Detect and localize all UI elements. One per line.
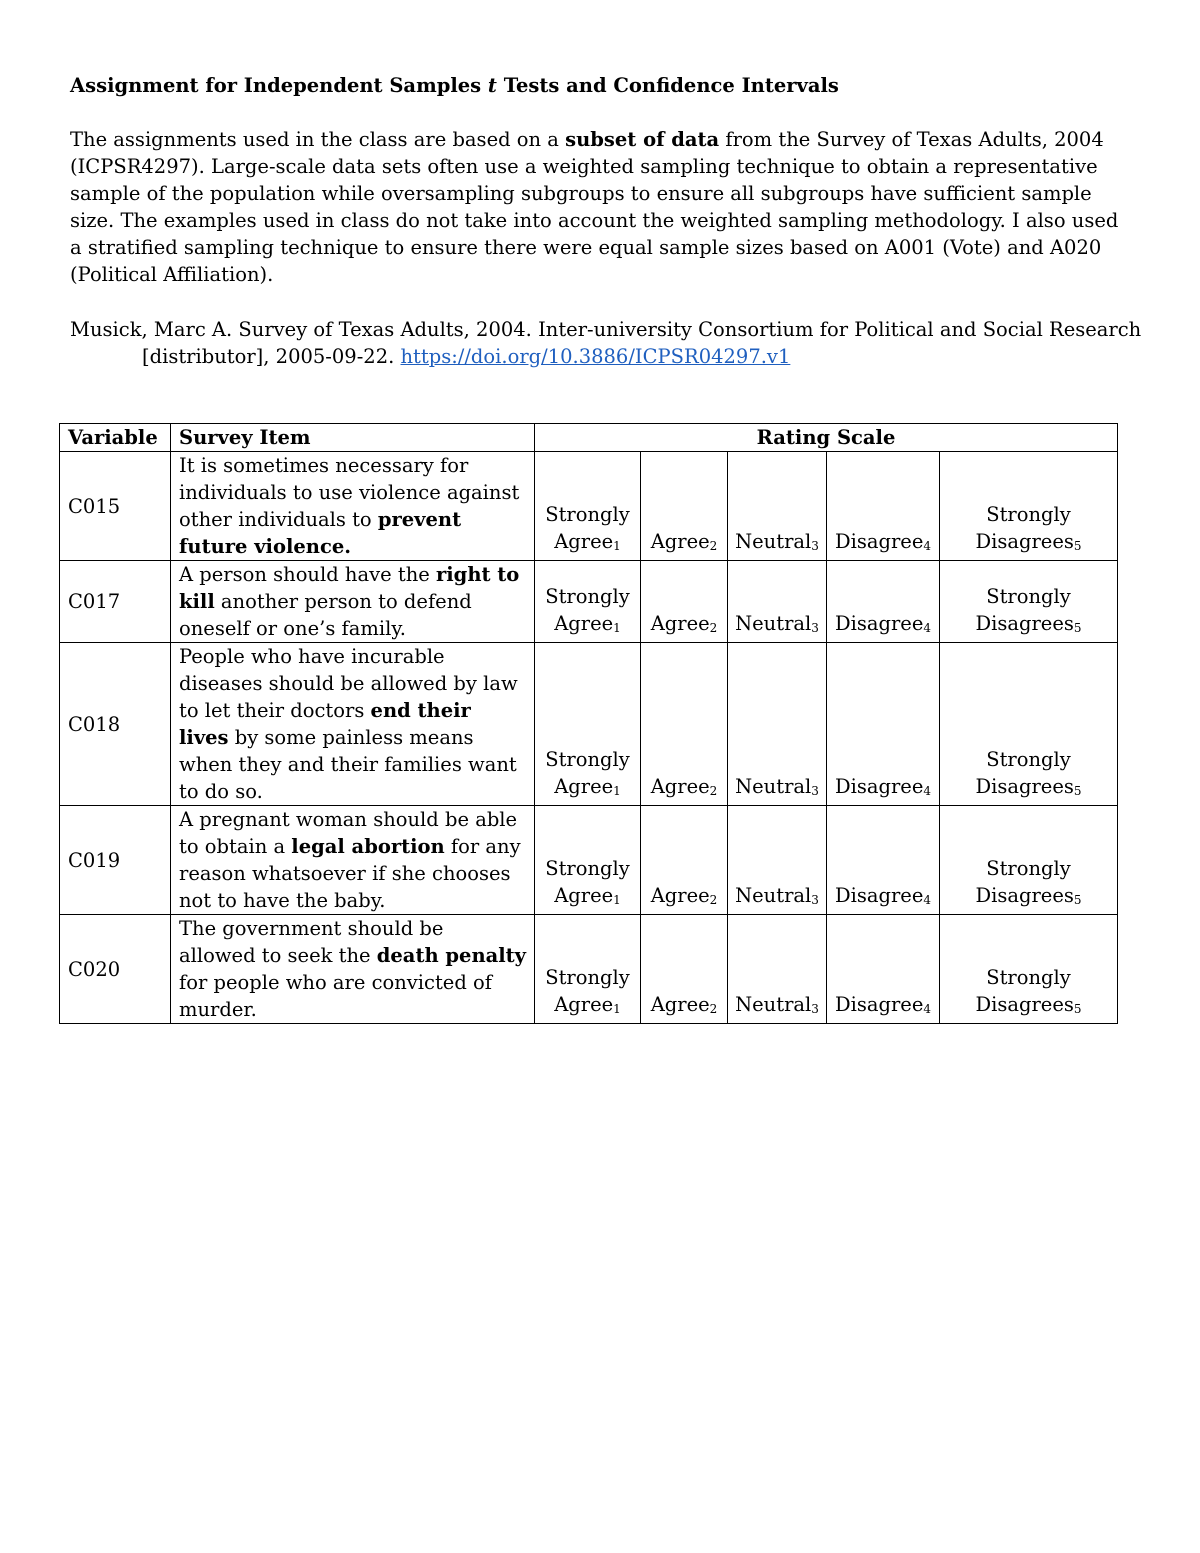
- rating-option-line1: Strongly: [986, 503, 1071, 526]
- rating-option-label: Agree: [554, 612, 614, 635]
- rating-option-number: 1: [613, 1002, 621, 1016]
- rating-option-number: 5: [1073, 1002, 1082, 1016]
- rating-option-label: Agree: [650, 530, 710, 553]
- rating-option-label: Disagree: [834, 884, 924, 907]
- rating-option-label: Neutral: [735, 775, 812, 798]
- rating-option-line1: Strongly: [986, 966, 1071, 989]
- variable-cell: C018: [60, 643, 171, 806]
- rating-option-label: Agree: [650, 993, 710, 1016]
- item-text-bold: end their lives: [179, 699, 471, 749]
- rating-option-label: Agree: [650, 884, 710, 907]
- item-text-post: for people who are convicted of murder.: [179, 971, 492, 1021]
- rating-option-cell: [641, 915, 728, 1024]
- rating-option-label: Neutral: [735, 993, 812, 1016]
- table-row: [60, 452, 1118, 561]
- rating-option-number: 3: [811, 1002, 819, 1016]
- rating-option-cell: [535, 561, 641, 643]
- rating-option-label: Agree: [650, 775, 710, 798]
- rating-option-cell: [641, 452, 728, 561]
- rating-option-label: Disagrees: [975, 775, 1074, 798]
- rating-option-line1: Strongly: [545, 966, 630, 989]
- rating-option-label: Agree: [554, 530, 614, 553]
- rating-option-cell: [827, 915, 940, 1024]
- rating-option-line1: Strongly: [986, 857, 1071, 880]
- rating-option-label: Disagree: [834, 993, 924, 1016]
- rating-option-number: 2: [709, 784, 718, 798]
- survey-item-cell: [171, 452, 535, 561]
- intro-text-part2: from the Survey of Texas Adults, 2004 (ICPSR4297). Large-scale data sets often use a weighted sampling technique to obtain a representative sample of the population while oversampling subgroups to ensure all subgroups have sufficient sample size. The examples used in class do not take into account the weighted sampling methodology. I also used a stratified sampling technique to ensure there were equal sample sizes based on A001 (Vote) and A020 (Political Affiliation).: [70, 128, 1119, 286]
- intro-paragraph: [70, 126, 1130, 288]
- rating-option-label: Agree: [554, 775, 614, 798]
- title-text-before: Assignment for Independent Samples: [70, 74, 488, 97]
- rating-option-cell: [827, 643, 940, 806]
- header-variable: Variable: [60, 424, 171, 452]
- table-row: [60, 806, 1118, 915]
- rating-option-number: 1: [613, 539, 621, 553]
- rating-option-label: Agree: [554, 884, 614, 907]
- item-text-pre: A person should have the: [179, 563, 436, 586]
- rating-option-number: 4: [923, 893, 932, 907]
- doi-link[interactable]: https://doi.org/10.3886/ICPSR04297.v1: [400, 345, 791, 368]
- rating-option-line1: Strongly: [545, 748, 630, 771]
- survey-item-cell: [171, 643, 535, 806]
- table-header-row: [60, 424, 1118, 452]
- item-text-post: another person to defend oneself or one’s family.: [179, 590, 472, 640]
- rating-option-cell: [535, 643, 641, 806]
- rating-option-cell: [728, 561, 827, 643]
- item-text-bold: right to kill: [179, 563, 520, 613]
- rating-option-label: Neutral: [735, 530, 812, 553]
- rating-option-number: 3: [811, 893, 819, 907]
- survey-items-table: [59, 423, 1118, 1024]
- rating-option-cell: [641, 806, 728, 915]
- rating-option-label: Disagrees: [975, 993, 1074, 1016]
- rating-option-line1: Strongly: [986, 748, 1071, 771]
- rating-option-number: 1: [613, 893, 621, 907]
- rating-option-number: 2: [709, 1002, 718, 1016]
- table-row: [60, 561, 1118, 643]
- rating-option-cell: [940, 643, 1118, 806]
- title-text-after: Tests and Confidence Intervals: [496, 74, 839, 97]
- rating-option-cell: [728, 915, 827, 1024]
- rating-option-cell: [827, 806, 940, 915]
- rating-option-number: 5: [1073, 621, 1082, 635]
- intro-text-part1: The assignments used in the class are based on a: [70, 128, 566, 151]
- rating-option-cell: [940, 806, 1118, 915]
- rating-option-number: 5: [1073, 893, 1082, 907]
- rating-option-label: Disagrees: [975, 884, 1074, 907]
- rating-option-label: Agree: [650, 612, 710, 635]
- table-body: [60, 452, 1118, 1024]
- rating-option-number: 3: [811, 539, 819, 553]
- table-row: [60, 643, 1118, 806]
- rating-option-cell: [535, 806, 641, 915]
- rating-option-cell: [535, 915, 641, 1024]
- rating-option-cell: [535, 452, 641, 561]
- rating-option-label: Disagree: [834, 612, 924, 635]
- rating-option-cell: [940, 561, 1118, 643]
- rating-option-line1: Strongly: [545, 503, 630, 526]
- rating-option-number: 4: [923, 784, 932, 798]
- item-text-bold: death penalty: [376, 944, 527, 967]
- rating-option-cell: [827, 452, 940, 561]
- rating-option-cell: [728, 643, 827, 806]
- item-text-pre: People who have incurable diseases should be allowed by law to let their doctors: [179, 645, 518, 722]
- item-text-post: for any reason whatsoever if she chooses not to have the baby.: [179, 835, 521, 912]
- citation-text: Musick, Marc A. Survey of Texas Adults, 2004. Inter-university Consortium for Political and Social Research [distributor], 2005-09-22.: [70, 318, 1142, 368]
- variable-cell: C019: [60, 806, 171, 915]
- survey-item-cell: [171, 806, 535, 915]
- table-row: [60, 915, 1118, 1024]
- rating-option-number: 3: [811, 784, 819, 798]
- citation-paragraph: [70, 316, 1150, 370]
- rating-option-label: Disagree: [834, 775, 924, 798]
- item-text-bold: legal abortion: [291, 835, 445, 858]
- rating-option-cell: [728, 452, 827, 561]
- item-text-bold: prevent future violence.: [179, 508, 462, 558]
- header-rating-scale: Rating Scale: [535, 424, 1118, 452]
- item-text-pre: A pregnant woman should be able to obtain a: [179, 808, 518, 858]
- rating-option-cell: [728, 806, 827, 915]
- rating-option-number: 5: [1073, 784, 1082, 798]
- rating-option-number: 1: [613, 784, 621, 798]
- rating-option-number: 5: [1073, 539, 1082, 553]
- item-text-pre: It is sometimes necessary for individuals to use violence against other individuals to: [179, 454, 520, 531]
- survey-item-cell: [171, 561, 535, 643]
- rating-option-label: Agree: [554, 993, 614, 1016]
- intro-bold-phrase: subset of data: [565, 128, 720, 151]
- rating-option-cell: [641, 561, 728, 643]
- rating-option-line1: Strongly: [545, 585, 630, 608]
- rating-option-line1: Strongly: [545, 857, 630, 880]
- rating-option-number: 4: [923, 539, 932, 553]
- variable-cell: C020: [60, 915, 171, 1024]
- survey-item-cell: [171, 915, 535, 1024]
- title-italic-t: t: [487, 74, 497, 97]
- rating-option-label: Neutral: [735, 884, 812, 907]
- rating-option-number: 1: [613, 621, 621, 635]
- rating-option-cell: [827, 561, 940, 643]
- rating-option-label: Disagree: [834, 530, 924, 553]
- header-survey-item: Survey Item: [171, 424, 535, 452]
- rating-option-number: 4: [923, 621, 932, 635]
- rating-option-line1: Strongly: [986, 585, 1071, 608]
- variable-cell: C017: [60, 561, 171, 643]
- rating-option-number: 3: [811, 621, 819, 635]
- page-title: [70, 74, 839, 97]
- rating-option-number: 2: [709, 621, 718, 635]
- item-text-pre: The government should be allowed to seek the: [179, 917, 444, 967]
- item-text-post: by some painless means when they and their families want to do so.: [179, 726, 517, 803]
- rating-option-number: 2: [709, 893, 718, 907]
- rating-option-label: Disagrees: [975, 612, 1074, 635]
- rating-option-number: 4: [923, 1002, 932, 1016]
- variable-cell: C015: [60, 452, 171, 561]
- rating-option-cell: [940, 452, 1118, 561]
- rating-option-cell: [940, 915, 1118, 1024]
- rating-option-number: 2: [709, 539, 718, 553]
- rating-option-cell: [641, 643, 728, 806]
- rating-option-label: Disagrees: [975, 530, 1074, 553]
- rating-option-label: Neutral: [735, 612, 812, 635]
